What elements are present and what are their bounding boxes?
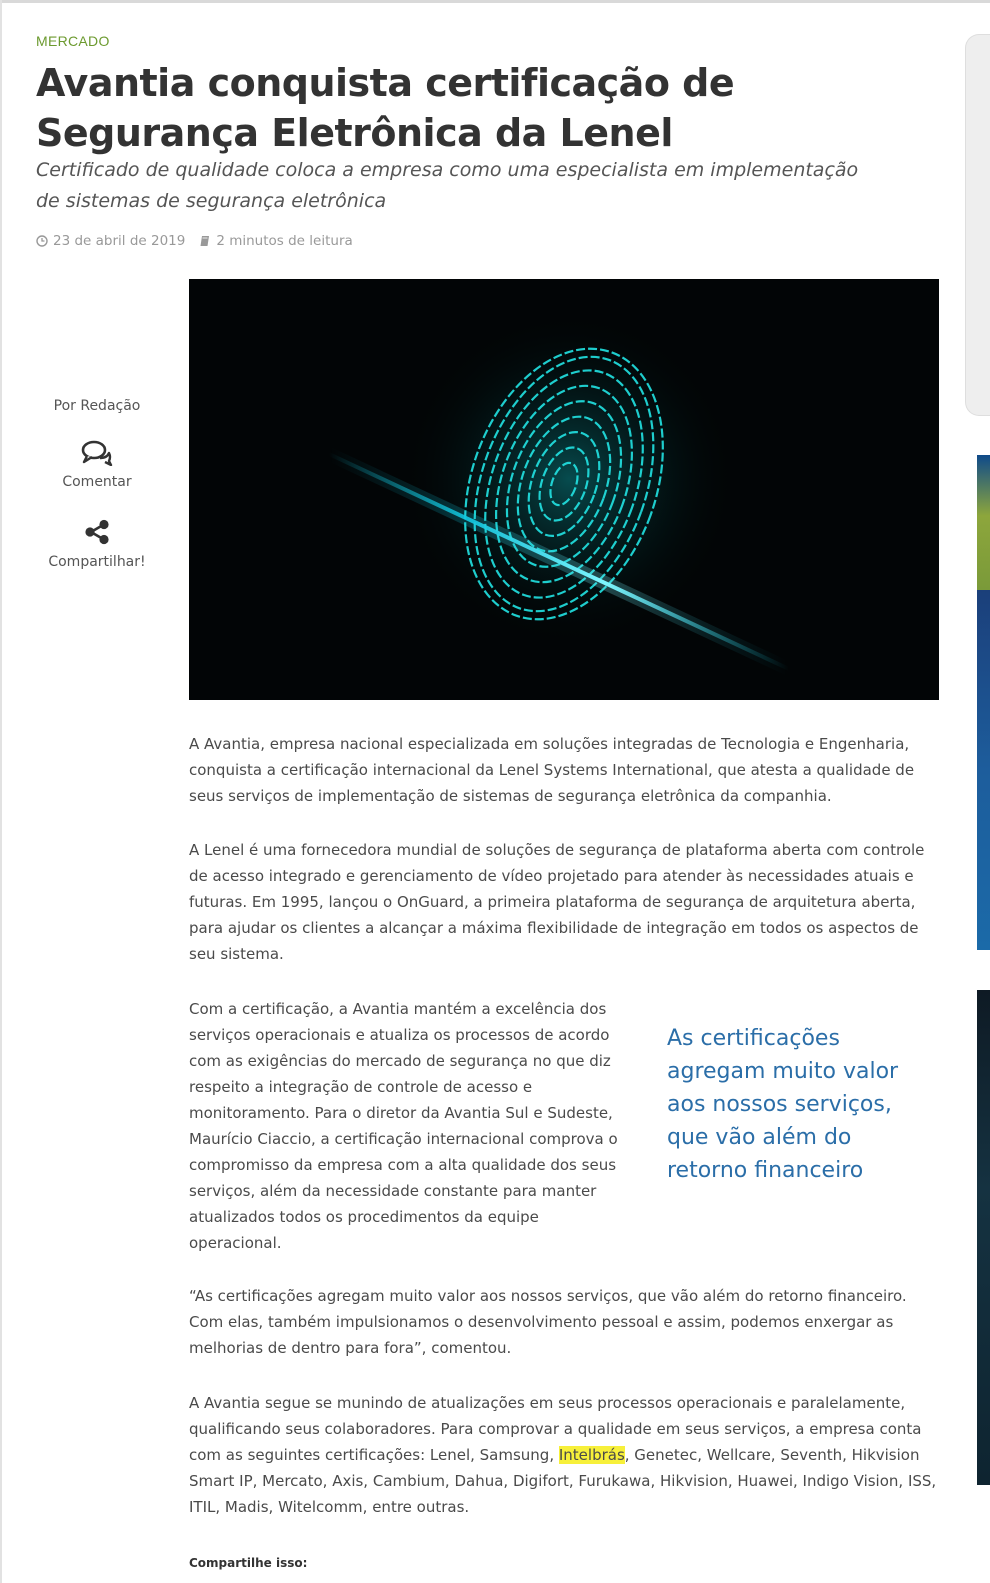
comment-label: Comentar	[62, 474, 132, 490]
highlighted-term: Intelbrás	[558, 1446, 625, 1464]
fingerprint-scan-image	[189, 279, 939, 700]
paragraph-3: Com a certificação, a Avantia mantém a excelência dos serviços operacionais e atualiza os processos de acordo com as exigências do mercado de segurança no que diz respeito a integração de controle de acesso e monitoramento. Para o diretor da Avantia Sul e Sudeste, Maurício Ciaccio, a certificação internacional comprova o compromisso da empresa com a alta qualidade dos seus serviços, além da necessidade constante para manter atualizados todos os procedimentos da equipe operacional.	[189, 1000, 618, 1252]
publish-date-text: 23 de abril de 2019	[53, 233, 186, 249]
article-subtitle: Certificado de qualidade coloca a empresa como uma especialista em implementação de sistemas de segurança eletrônica	[36, 159, 859, 212]
pull-quote: As certificações agregam muito valor aos nossos serviços, que vão além do retorno financeiro	[667, 1026, 899, 1183]
book-icon	[199, 235, 211, 247]
share-heading: Compartilhe isso:	[189, 1556, 308, 1570]
article-title: Avantia conquista certificação de Segurança Eletrônica da Lenel	[36, 61, 735, 155]
paragraph-5	[189, 1390, 939, 1520]
publish-date	[36, 233, 185, 249]
share-icon	[83, 518, 111, 546]
comment-button[interactable]	[36, 440, 158, 490]
paragraph-5-text-a: A Avantia segue se munindo de atualizações em seus processos operacionais e paralelamente, qualificando seus colaboradores. Para comprovar a qualidade em seus serviços, a empresa conta com as seguintes certificações: Lenel, Samsung,	[189, 1394, 922, 1464]
window-top-border	[0, 0, 990, 3]
right-sidebar-widget-edge	[965, 34, 990, 416]
paragraph-5-text-b: , Genetec, Wellcare, Seventh, Hikvision Smart IP, Mercato, Axis, Cambium, Dahua, Digifort, Furukawa, Hikvision, Huawei, Indigo Vision, ISS, ITIL, Madis, Witelcomm, entre outras.	[189, 1446, 937, 1516]
author-link[interactable]: Por Redação	[53, 398, 141, 414]
read-time	[199, 233, 352, 249]
article-sidebar	[36, 398, 158, 570]
paragraph-2: A Lenel é uma fornecedora mundial de soluções de segurança de plataforma aberta com controle de acesso integrado e gerenciamento de vídeo projetado para atender às necessidades atuais e futuras. Em 1995, lançou o OnGuard, a primeira plataforma de segurança de arquitetura aberta, para ajudar os clientes a alcançar a máxima flexibilidade de integração em todos os aspectos de seu sistema.	[189, 841, 925, 963]
right-sidebar-banner-edge[interactable]	[977, 455, 990, 590]
paragraph-1: A Avantia, empresa nacional especializada em soluções integradas de Tecnologia e Engenharia, conquista a certificação internacional da Lenel Systems International, que atesta a qualidade de seus serviços de implementação de sistemas de segurança eletrônica da companhia.	[189, 735, 915, 805]
category-link[interactable]: MERCADO	[36, 33, 110, 49]
paragraph-4: “As certificações agregam muito valor aos nossos serviços, que vão além do retorno financeiro. Com elas, também impulsionamos o desenvolvimento pessoal e assim, podemos enxergar as melhorias de dentro para fora”, comentou.	[189, 1287, 907, 1357]
comments-icon	[81, 440, 113, 466]
right-sidebar-ad-edge-2[interactable]	[977, 990, 990, 1485]
read-time-text: 2 minutos de leitura	[216, 233, 353, 249]
article-meta	[36, 233, 353, 249]
window-left-border	[0, 0, 2, 1583]
share-button[interactable]	[36, 518, 158, 570]
hero-image	[189, 279, 939, 700]
clock-icon	[36, 235, 48, 247]
right-sidebar-ad-edge[interactable]	[977, 590, 990, 950]
share-label: Compartilhar!	[48, 554, 146, 570]
